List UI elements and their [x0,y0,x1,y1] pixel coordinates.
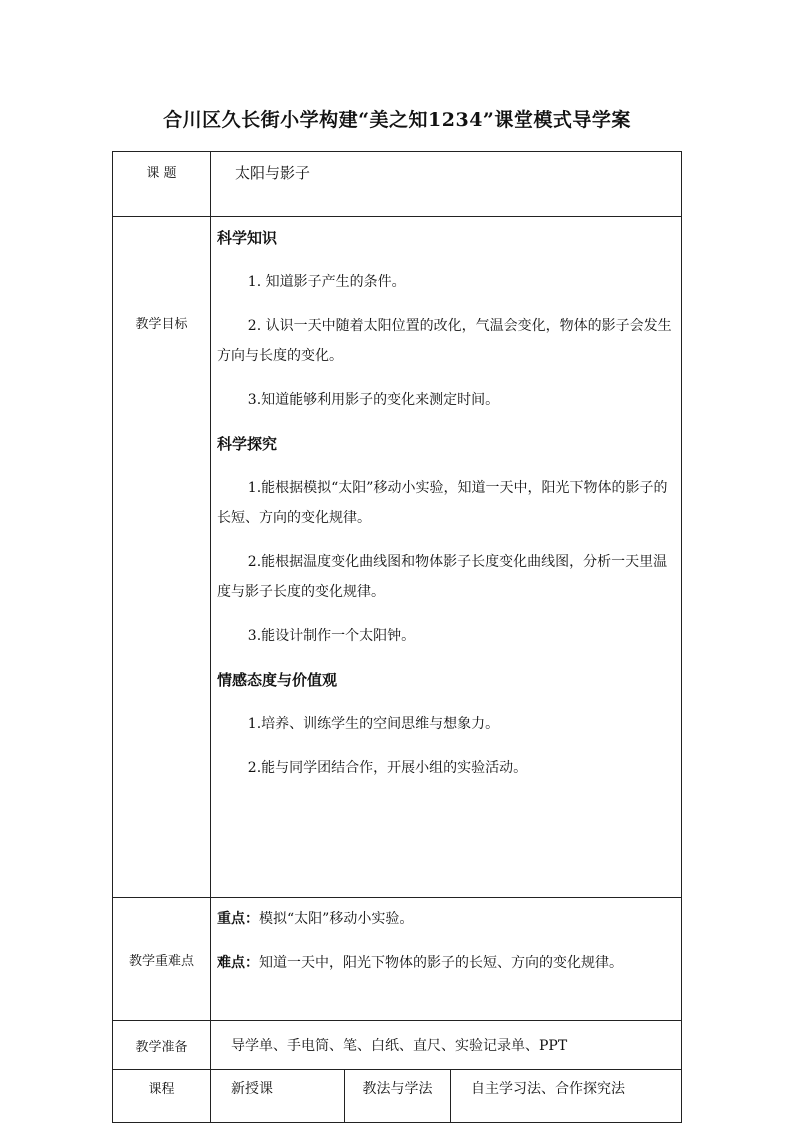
key-points-content-cell [211,898,682,1021]
course-label: 课程 [148,1082,175,1097]
goals-row [113,217,682,898]
focus-text: 模拟“太阳”移动小实验。 [259,911,414,927]
difficulty-title: 难点： [217,955,259,971]
preparation-value: 导学单、手电筒、笔、白纸、直尺、实验记录单、PPT [231,1038,568,1054]
goals-knowledge-item-3: 3.知道能够利用影子的变化来测定时间。 [247,392,500,408]
goals-knowledge-item-2: 2. 认识一天中随着太阳位置的改化，气温会变化，物体的影子会发生方向与长度的变化。 [217,318,672,364]
method-label: 教法与学法 [362,1081,433,1097]
method-value: 自主学习法、合作探究法 [471,1081,625,1097]
goals-heading-knowledge: 科学知识 [217,229,278,247]
method-value-cell [451,1070,682,1123]
difficulty-text: 知道一天中，阳光下物体的影子的长短、方向的变化规律。 [259,955,623,971]
method-label-cell [345,1070,451,1123]
course-value: 新授课 [231,1081,273,1097]
goals-heading-inquiry: 科学探究 [217,435,278,453]
goals-attitude-item-1: 1.培养、训练学生的空间思维与想象力。 [247,716,500,732]
preparation-label: 教学准备 [135,1039,188,1055]
preparation-row [113,1021,682,1070]
topic-value: 太阳与影子 [235,164,311,182]
focus-title: 重点： [217,911,259,927]
goals-inquiry-item-1: 1.能根据模拟“太阳”移动小实验，知道一天中，阳光下物体的影子的长短、方向的变化规律。 [217,480,668,526]
topic-label-cell [113,152,211,217]
course-label-cell [113,1070,211,1123]
preparation-label-cell [113,1021,211,1070]
topic-value-cell [211,152,682,217]
difficulty-line [217,948,673,978]
key-points-row [113,898,682,1021]
goals-label-cell [113,217,211,898]
topic-row [113,152,682,217]
goals-inquiry-item-2: 2.能根据温度变化曲线图和物体影子长度变化曲线图，分析一天里温度与影子长度的变化规律。 [217,554,668,600]
goals-attitude-item-2: 2.能与同学团结合作，开展小组的实验活动。 [247,760,528,776]
course-value-cell [211,1070,345,1123]
goals-knowledge-item-1: 1. 知道影子产生的条件。 [247,274,406,290]
preparation-value-cell [211,1021,682,1070]
page-title: 合川区久长街小学构建“美之知1234”课堂模式导学案 [163,109,631,131]
key-points-label: 教学重难点 [128,953,194,969]
goals-label: 教学目标 [135,317,188,332]
goals-inquiry-item-3: 3.能设计制作一个太阳钟。 [247,628,416,644]
focus-line [217,904,673,934]
lesson-plan-table [112,151,682,1123]
goals-content-cell [211,217,682,898]
course-row [113,1070,682,1123]
topic-label: 课 题 [146,166,177,181]
goals-heading-attitude: 情感态度与价值观 [217,671,338,689]
key-points-label-cell [113,898,211,1021]
